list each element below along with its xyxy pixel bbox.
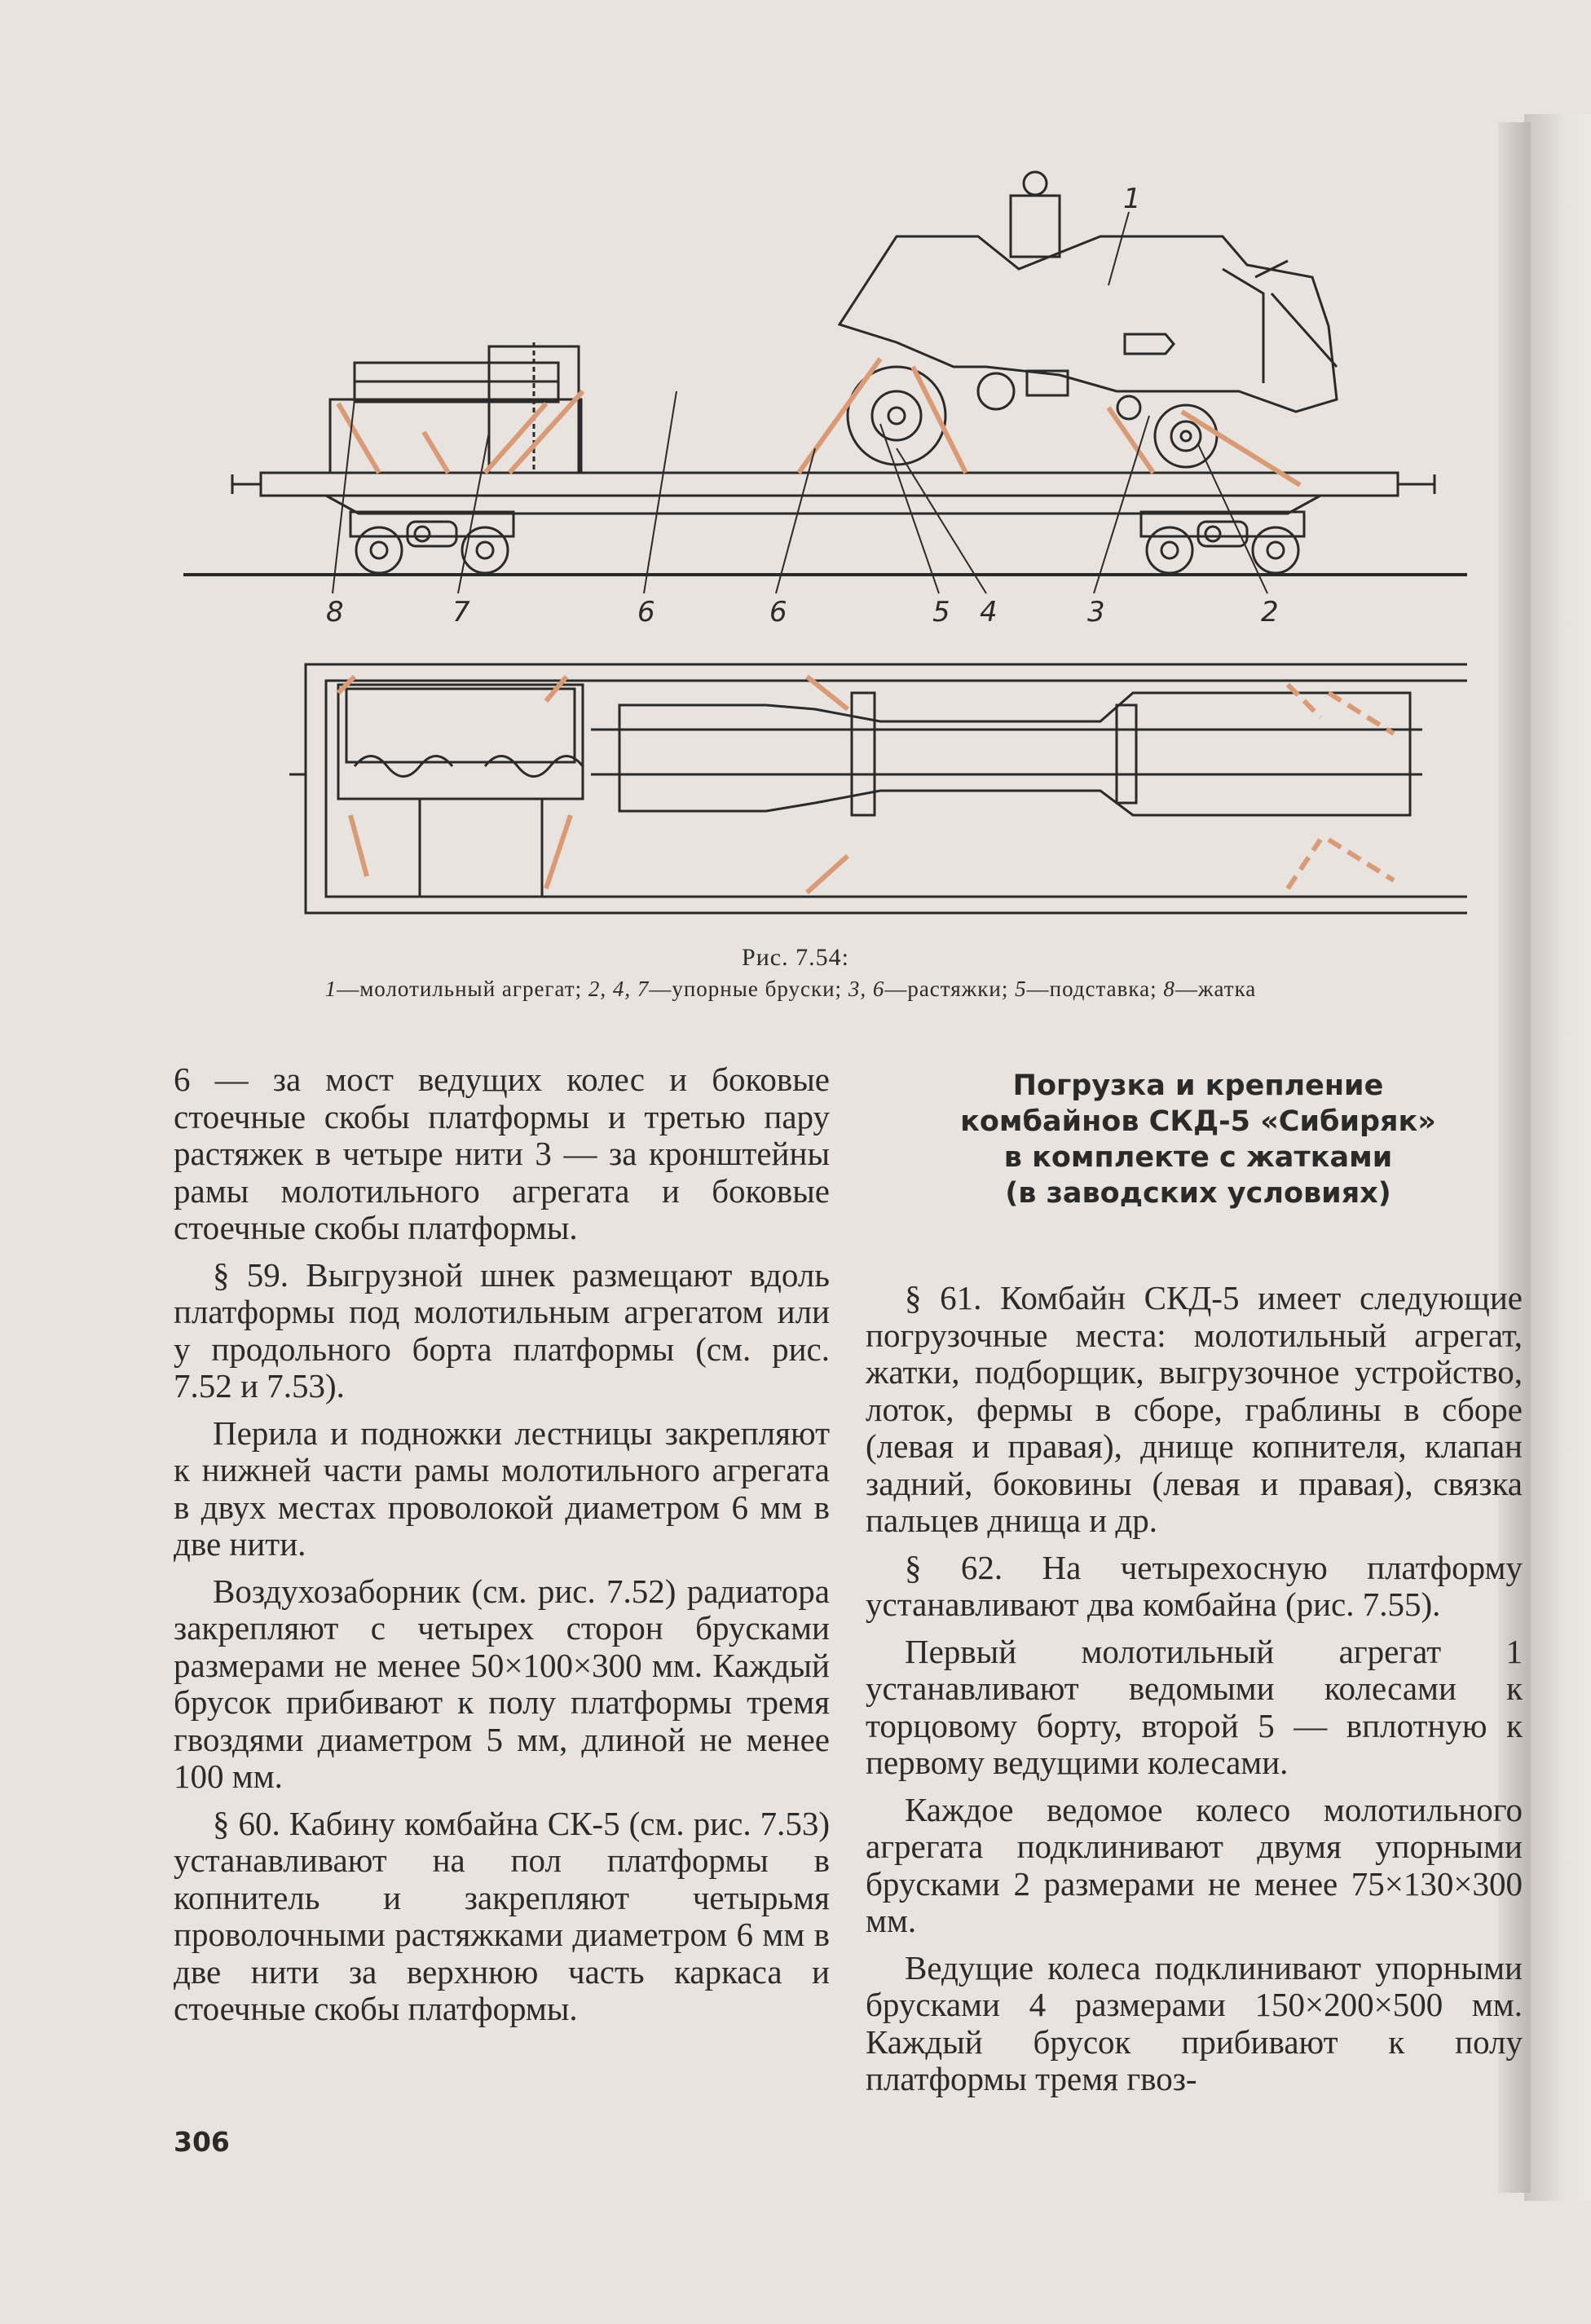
page-gutter-shadow bbox=[1524, 114, 1591, 2201]
legend-key-1: 1 bbox=[324, 977, 337, 1001]
legend-key-4: 5 bbox=[1015, 977, 1027, 1001]
figure-caption-title: Рис. 7.54: bbox=[742, 944, 849, 971]
legend-text-2: —упорные бруски; bbox=[649, 977, 843, 1001]
left-paragraph-1: 6 — за мост ведущих колес и боковые стоечные скобы платформы и третью пару растяжек в четыре нити 3 — за кронштейны рамы молотильного агрегата и боковые стоечные скобы платформы. bbox=[174, 1061, 830, 1246]
right-paragraph-3: Первый молотильный агрегат 1 устанавливают ведомыми колесами к торцовому борту, второй 5 — вплотную к первому ведущими колесами. bbox=[866, 1632, 1523, 1781]
section-heading bbox=[876, 1068, 1520, 1211]
callout-2: 2 bbox=[1261, 596, 1279, 628]
legend-key-5: 8 bbox=[1163, 977, 1175, 1001]
left-paragraph-5: § 60. Кабину комбайна СК-5 (см. рис. 7.53) устанавливают на пол платформы в копнитель и закрепляют четырьмя проволочными растяжками диаметром 6 мм в две нити за верхнюю часть каркаса и стоечные скобы платформы. bbox=[174, 1804, 830, 2027]
figure-drawing bbox=[163, 122, 1467, 946]
callout-3: 3 bbox=[1087, 596, 1105, 628]
heading-line-3: в комплекте с жатками bbox=[1003, 1141, 1393, 1174]
callout-5: 5 bbox=[932, 596, 950, 628]
callout-6b: 6 bbox=[769, 596, 787, 628]
legend-text-1: —молотильный агрегат; bbox=[337, 977, 583, 1001]
callout-8: 8 bbox=[326, 596, 344, 628]
legend-text-5: —жатка bbox=[1175, 977, 1257, 1001]
right-paragraph-2: § 62. На четырехосную платформу устанавливают два комбайна (рис. 7.55). bbox=[866, 1548, 1523, 1623]
right-paragraph-5: Ведущие колеса подклинивают упорными брусками 4 размерами 150×200×500 мм. Каждый брусок прибивают к полу платформы тремя гвоз- bbox=[866, 1948, 1523, 2097]
right-paragraph-4: Каждое ведомое колесо молотильного агрегата подклинивают двумя упорными брусками 2 размерами не менее 75×130×300 мм. bbox=[866, 1790, 1523, 1939]
legend-key-3: 3, 6 bbox=[848, 977, 885, 1001]
legend-text-4: —подставка; bbox=[1026, 977, 1157, 1001]
platform-deck bbox=[261, 473, 1398, 496]
right-paragraph-1: § 61. Комбайн СКД-5 имеет следующие погрузочные места: молотильный агрегат, жатки, подборщик, выгрузочное устройство, лоток, фермы в сборе, граблины в сборе (левая и правая), днище копнителя, клапан задний, боковины (левая и правая), связка пальцев днища и др. bbox=[866, 1279, 1523, 1539]
legend-key-2: 2, 4, 7 bbox=[588, 977, 650, 1001]
left-paragraph-3: Перила и подножки лестницы закрепляют к нижней части рамы молотильного агрегата в двух местах проволокой диаметром 6 мм в две нити. bbox=[174, 1413, 830, 1563]
heading-line-2: комбайнов СКД-5 «Сибиряк» bbox=[960, 1105, 1436, 1138]
figure-caption-legend bbox=[163, 977, 1418, 1002]
right-text-column bbox=[866, 1280, 1523, 2098]
left-text-column bbox=[174, 1061, 830, 2028]
bogie-right bbox=[1141, 512, 1304, 573]
couplers bbox=[232, 474, 1435, 494]
tie-downs bbox=[338, 359, 1394, 893]
bogie-left bbox=[350, 512, 513, 573]
heading-line-1: Погрузка и крепление bbox=[1012, 1069, 1384, 1102]
combine-side bbox=[840, 172, 1337, 467]
left-paragraph-4: Воздухозаборник (см. рис. 7.52) радиатора закрепляют с четырех сторон брусками размерами не менее 50×100×300 мм. Каждый брусок прибивают к полу платформы тремя гвоздями диаметром 5 мм, длиной не менее 100 мм. bbox=[174, 1572, 830, 1795]
page-number: 306 bbox=[174, 2126, 230, 2158]
plan-view bbox=[289, 664, 1467, 913]
left-paragraph-2: § 59. Выгрузной шнек размещают вдоль платформы под молотильным агрегатом или у продольного борта платформы (см. рис. 7.52 и 7.53). bbox=[174, 1255, 830, 1405]
figure-7-54 bbox=[163, 122, 1467, 946]
legend-text-3: —растяжки; bbox=[884, 977, 1009, 1001]
callout-7: 7 bbox=[452, 596, 470, 628]
heading-line-4: (в заводских условиях) bbox=[1005, 1177, 1391, 1210]
callout-4: 4 bbox=[980, 596, 998, 628]
callout-6a: 6 bbox=[637, 596, 655, 628]
callout-1: 1 bbox=[1123, 183, 1141, 215]
